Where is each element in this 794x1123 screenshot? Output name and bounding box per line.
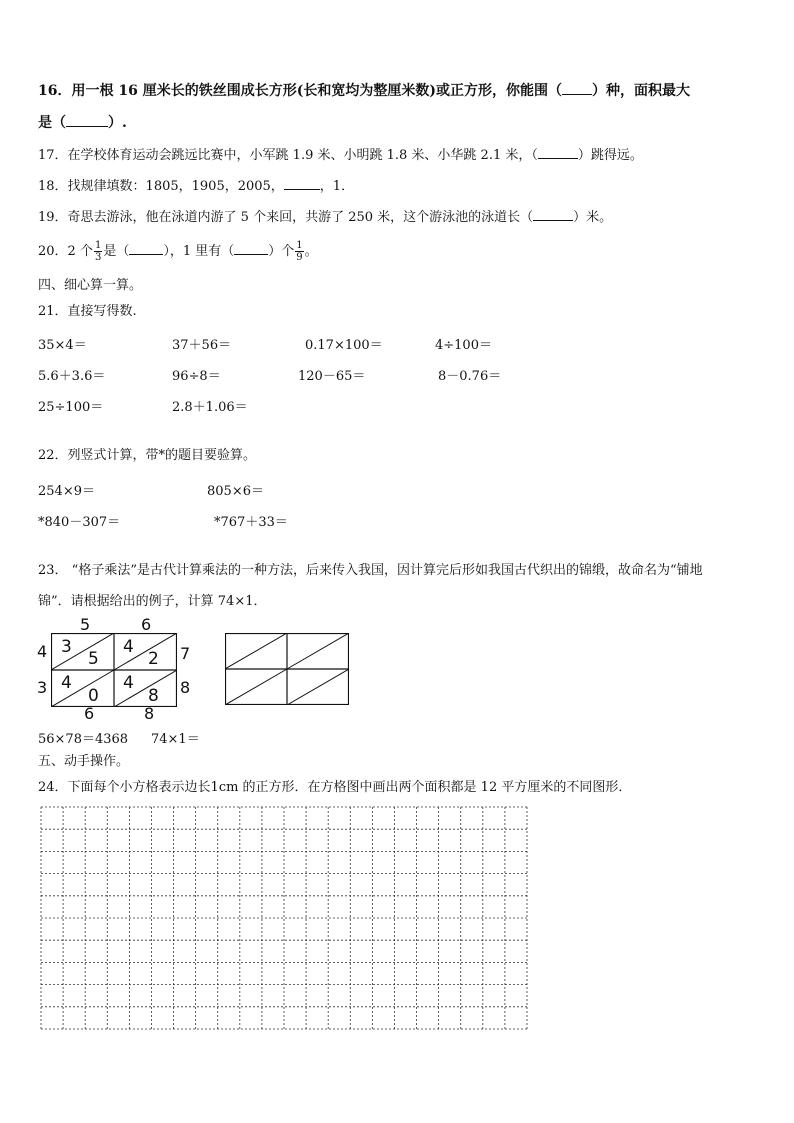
lattice-top-label: 6 [141, 615, 152, 634]
question-16 [38, 82, 690, 100]
section-4-heading: 四、细心算一算。 [38, 278, 143, 293]
q21-item: 5.6＋3.6＝ [38, 369, 106, 384]
q21-item: 8－0.76＝ [438, 369, 502, 384]
lattice-cell-digit: 3 [61, 637, 72, 657]
question-21-title: 21．直接写得数. [38, 304, 137, 319]
q17-blank[interactable] [538, 146, 578, 159]
q16-blank-1[interactable] [562, 82, 592, 95]
lattice-right-label: 7 [180, 644, 191, 663]
q20-text-b: 是（ [103, 244, 130, 259]
lattice-cell-digit: 4 [123, 637, 134, 657]
question-17 [38, 146, 643, 165]
q16-text-b: ）种，面积最大 [591, 83, 690, 99]
q21-item: 0.17×100＝ [305, 338, 383, 353]
q20-text-e: 。 [304, 244, 318, 259]
q20-fraction-1: $\frac{1}{3}$ [94, 240, 102, 263]
q20-text-a: 20．2 个 [38, 244, 93, 259]
q19-text-b: ）米。 [573, 210, 613, 225]
q16-text-a: 16．用一根 16 厘米长的铁丝围成长方形(长和宽均为整厘米数)或正方形，你能围（ [38, 83, 562, 99]
lattice-example-equation: 56×78＝4368 [38, 732, 129, 747]
question-22-title: 22．列竖式计算，带*的题目要验算。 [38, 448, 257, 463]
question-20 [38, 240, 318, 264]
q21-item: 4÷100＝ [435, 338, 492, 353]
q22-item: *840－307＝ [38, 515, 121, 530]
question-16-cont [38, 114, 127, 132]
lattice-cell-digit: 4 [61, 673, 72, 693]
lattice-answer-grid[interactable] [225, 633, 349, 705]
q17-text-b: ）跳得远。 [577, 148, 643, 163]
q18-text-b: ，1． [319, 179, 355, 194]
q21-item: 37＋56＝ [172, 338, 232, 353]
q21-item: 2.8＋1.06＝ [172, 400, 248, 415]
q21-item: 120－65＝ [298, 369, 366, 384]
question-18 [38, 177, 354, 196]
question-24-title: 24．下面每个小方格表示边长1cm 的正方形．在方格图中画出两个面积都是 12 平方厘米的不同图形． [38, 780, 632, 795]
q19-blank[interactable] [533, 208, 573, 221]
question-23-line2: 锦”．请根据给出的例子，计算 74×1． [38, 594, 267, 609]
q21-item: 25÷100＝ [38, 400, 104, 415]
section-5-heading: 五、动手操作。 [38, 754, 130, 769]
q20-text-c: ），1 里有（ [163, 244, 235, 259]
lattice-cell-digit: 8 [148, 686, 159, 706]
q18-blank[interactable] [284, 177, 320, 190]
q16-blank-2[interactable] [66, 114, 108, 127]
q16-text-d: ）. [108, 115, 127, 131]
lattice-left-label: 4 [37, 642, 48, 661]
lattice-cell-digit: 5 [88, 649, 99, 669]
q18-text-a: 18．找规律填数：1805，1905，2005， [38, 179, 284, 194]
square-grid-1cm[interactable] [40, 806, 528, 1030]
q20-text-d: ）个 [268, 244, 295, 259]
question-19 [38, 208, 612, 227]
q19-text-a: 19．奇思去游泳，他在泳道内游了 5 个来回，共游了 250 米，这个游泳池的泳道长（ [38, 210, 534, 225]
q20-fraction-2: $\frac{1}{9}$ [296, 240, 303, 263]
lattice-right-label: 8 [180, 678, 191, 697]
lattice-cell-digit: 0 [88, 686, 99, 706]
q21-item: 96÷8＝ [172, 369, 221, 384]
q22-item: 805×6＝ [207, 484, 264, 499]
lattice-bottom-label: 6 [84, 704, 95, 723]
lattice-bottom-label: 8 [144, 704, 155, 723]
lattice-cell-digit: 2 [148, 649, 159, 669]
q20-blank-1[interactable] [129, 242, 163, 255]
q22-item: 254×9＝ [38, 484, 95, 499]
lattice-task-equation: 74×1＝ [151, 732, 200, 747]
q20-blank-2[interactable] [234, 242, 268, 255]
q16-text-c: 是（ [38, 115, 66, 131]
lattice-top-label: 5 [80, 615, 91, 634]
q21-item: 35×4＝ [38, 338, 87, 353]
lattice-cell-digit: 4 [123, 673, 134, 693]
lattice-left-label: 3 [37, 678, 48, 697]
q22-item: *767＋33＝ [214, 515, 288, 530]
question-23-line1: 23． “格子乘法”是古代计算乘法的一种方法，后来传入我国，因计算完后形如我国古代织出的锦缎，故命名为“铺地 [38, 563, 703, 578]
q17-text-a: 17．在学校体育运动会跳远比赛中，小军跳 1.9 米、小明跳 1.8 米、小华跳 2.1 米，（ [38, 148, 538, 163]
